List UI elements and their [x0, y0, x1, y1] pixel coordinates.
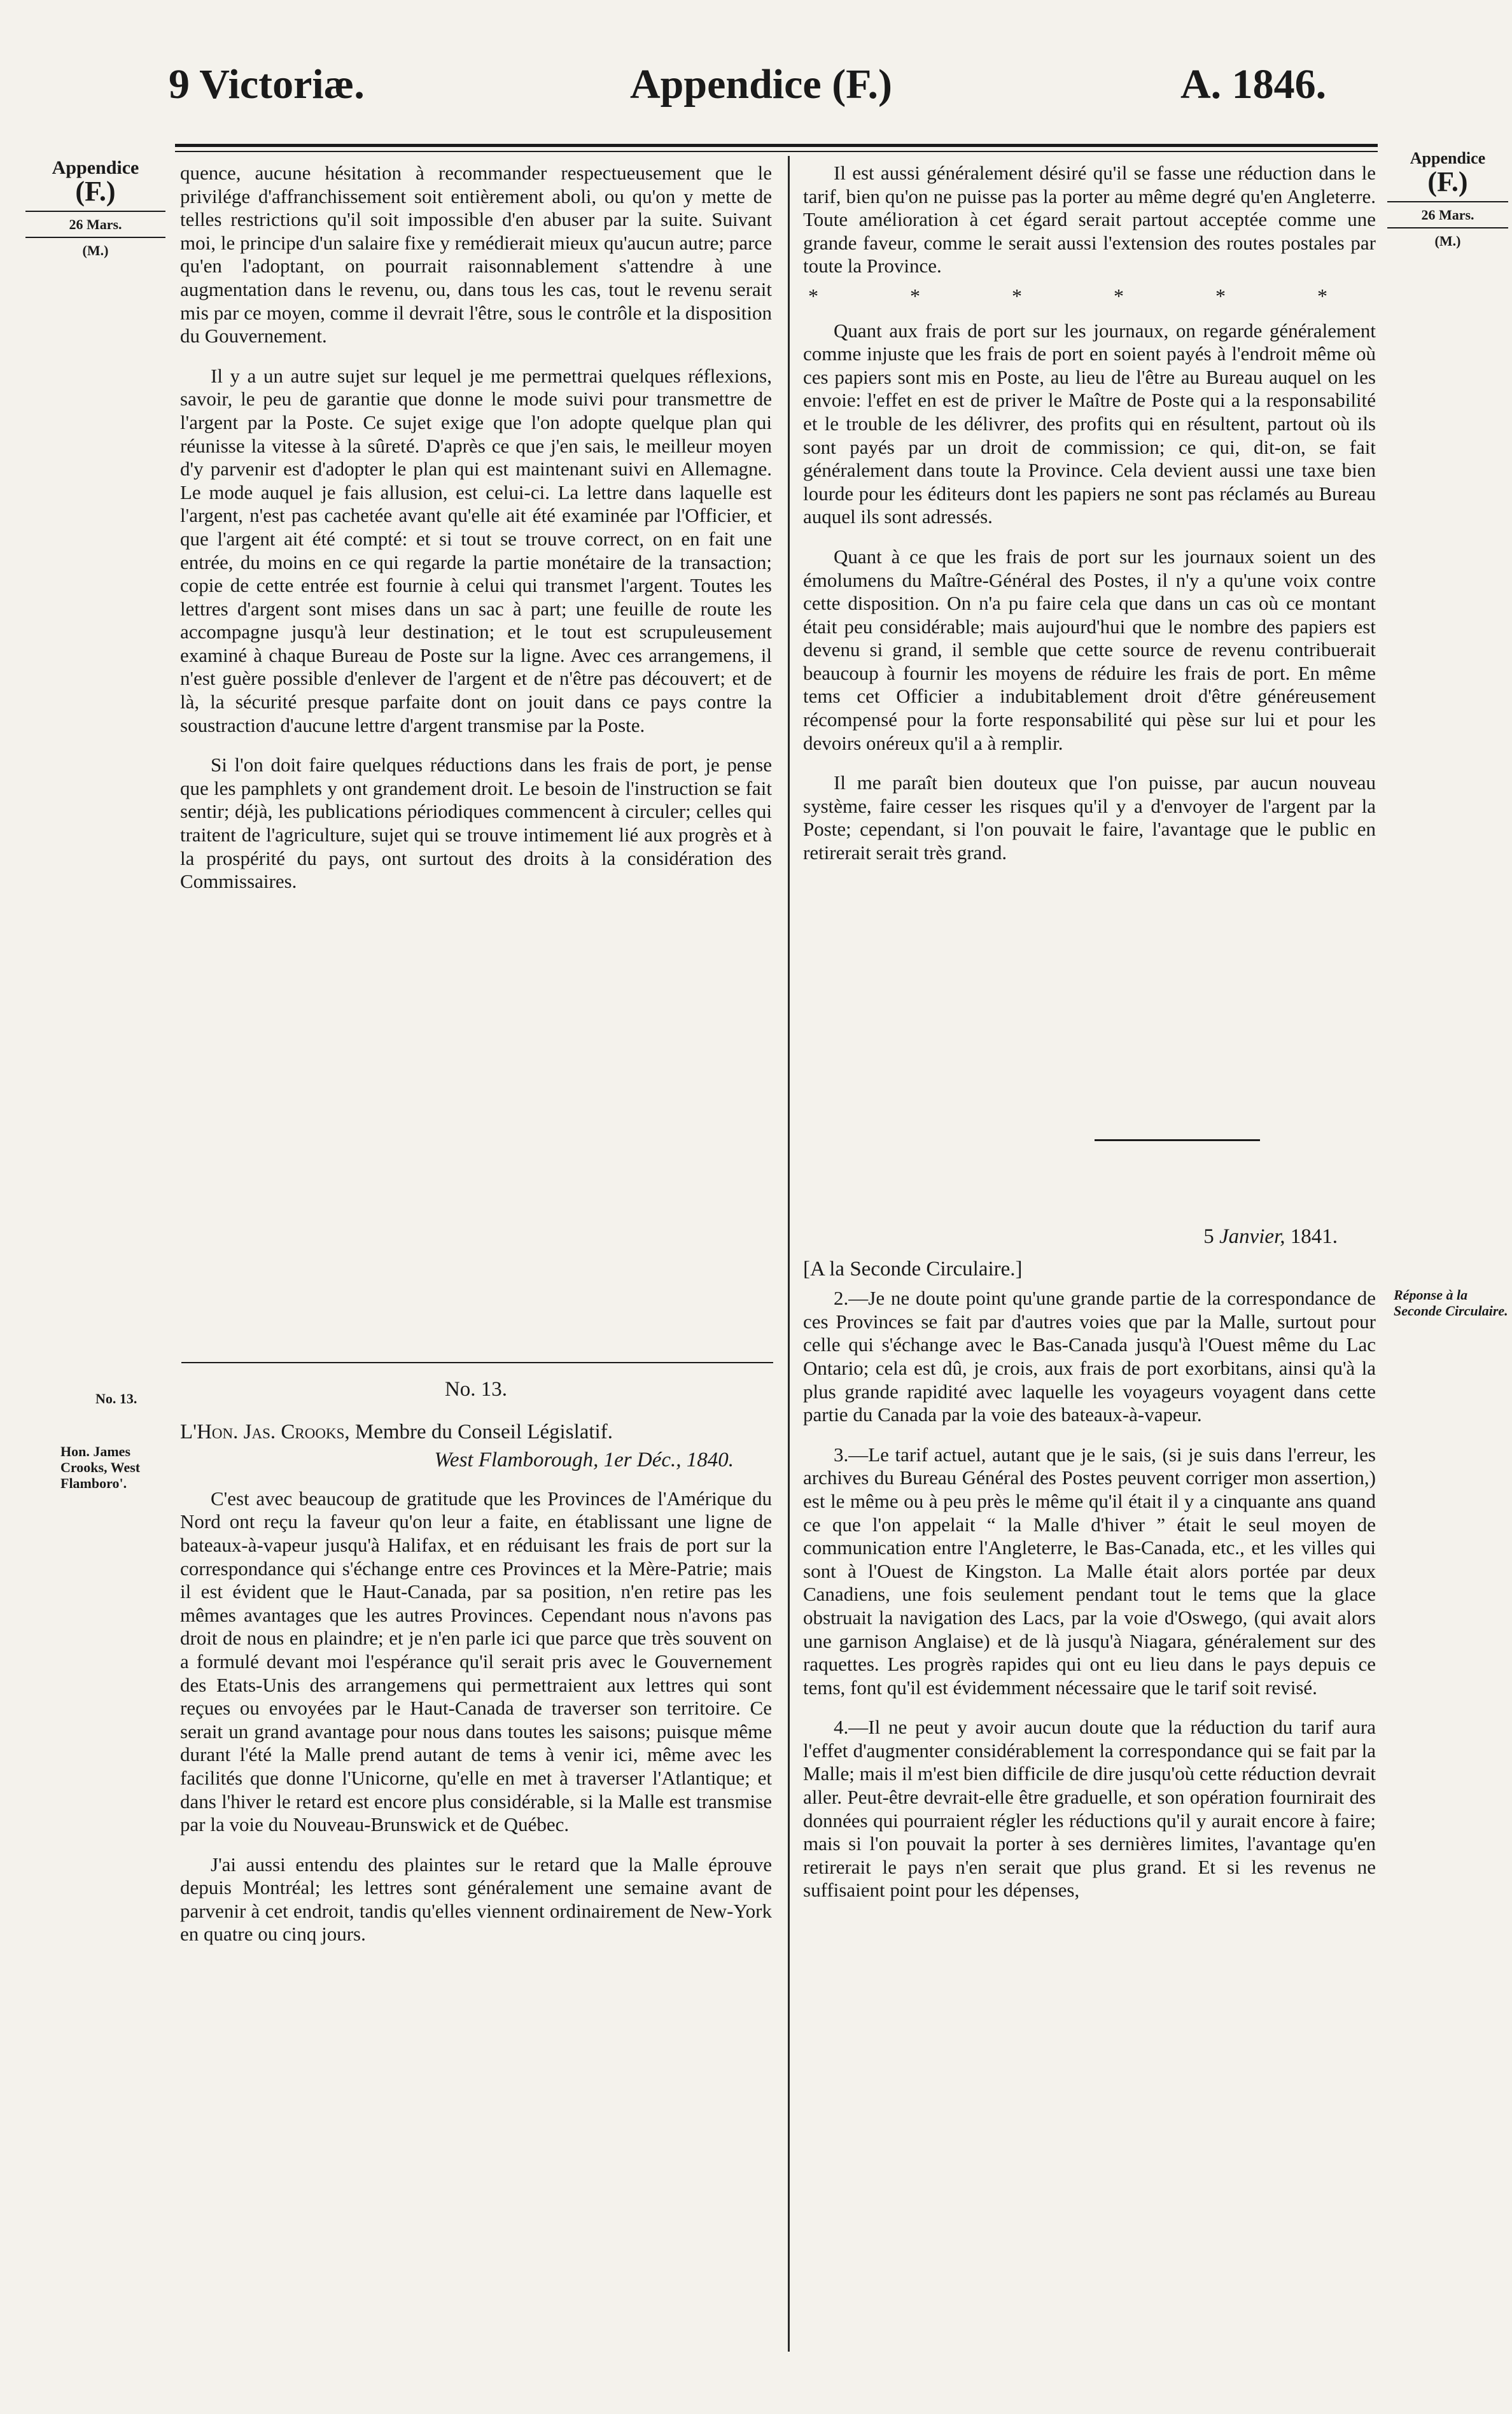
paragraph: quence, aucune hésitation à recommander respectueusement que le privilége d'affranchissement soit entièrement aboli, ou qu'on y mette de telles restrictions qu'il soit impossible d'en abuser par la suite. Suivant moi, le principe d'un salaire fixe y remédierait mieux qu'aucun autre; parce qu'en l'adoptant, on pourrait raisonnablement s'attendre à une augmentation dans le revenu, ou, dans tous les cas, tout le revenu serait mis par ce moyen, comme il devrait l'être, sous le contrôle et la disposition du Gouvernement.: [180, 162, 772, 347]
margin-reply-note: Réponse à la Seconde Circulaire.: [1394, 1287, 1508, 1319]
addressee-title: Membre du Conseil Législatif.: [354, 1420, 613, 1443]
letter-addressee: [180, 1421, 772, 1444]
dateline-place: West Flamborough,: [434, 1449, 599, 1472]
paragraph: Il y a un autre sujet sur lequel je me permettrai quelques réflexions, savoir, le peu de garantie que donne le mode suivi pour transmettre de l'argent par la Poste. Ce sujet exige que l'on adopte quelque plan qui réunisse la vitesse à la sûreté. D'après ce que j'en sais, le meilleur moyen d'y parvenir est d'adopter le plan qui est maintenant suivi en Allemagne. Le mode auquel je fais allusion, est celui-ci. La lettre dans laquelle est l'argent, n'est pas cachetée avant qu'elle ait été examinée par l'Officier, et que l'argent ait été compté: et si tout se trouve correct, on en fait une entrée, du moins en ce qui regarde la partie monétaire de la transaction; copie de cette entrée est fournie à celui qui transmet l'argent. Toutes les lettres d'argent sont mises dans un sac à part; une feuille de route les accompagne jusqu'à leur destination; et le tout est scrupuleusement examiné à chaque Bureau de Poste sur la ligne. Avec ces arrangemens, il n'est guère possible d'enlever de l'argent et de n'être pas découvert; et de là, la sécurité presque parfaite dont on jouit dans ce pays contre la soustraction d'aucune lettre d'argent transmise par la Poste.: [180, 364, 772, 736]
reply-dateline: [803, 1225, 1338, 1249]
date-day: 5: [1203, 1225, 1214, 1248]
margin-letter-number: No. 13.: [95, 1391, 137, 1407]
paragraph: Il me paraît bien douteux que l'on puisse, par aucun nouveau système, faire cesser les risques qu'il y a d'envoyer de l'argent par la Poste; cependant, si l'on pouvait le faire, l'avantage que le public en retirerait serait très grand.: [803, 771, 1376, 864]
margin-rule: [1387, 227, 1508, 228]
section-separator: [1095, 1139, 1260, 1141]
margin-date: 26 Mars.: [69, 216, 122, 232]
paragraph: Il est aussi généralement désiré qu'il se fasse une réduction dans le tarif, bien qu'on ne puisse pas la porter au même degré qu'en Angleterre. Toute amélioration à cet égard serait partout acceptée comme une grande faveur, comme le serait aussi l'extension des routes postales par toute la Province.: [803, 162, 1376, 277]
right-column-top: [803, 162, 1376, 881]
date-month: Janvier,: [1219, 1225, 1285, 1248]
header-rule-thick: [175, 144, 1378, 147]
margin-date: 26 Mars.: [1421, 207, 1474, 223]
circular-reference: [A la Seconde Circulaire.]: [803, 1257, 1023, 1281]
header-rule-thin: [175, 151, 1378, 152]
date-year: 1841.: [1290, 1225, 1338, 1248]
left-margin-note: [25, 159, 165, 259]
header-appendix: Appendice (F.): [630, 61, 892, 108]
paragraph: Quant à ce que les frais de port sur les journaux soient un des émolumens du Maître-Général des Postes, il n'y a qu'une voix contre cette disposition. On n'a pu faire cela que dans un cas où ce montant était peu considérable; mais aujourd'hui que le nombre des papiers est devenu si grand, il semble que cette source de revenu contribuerait beaucoup à fournir les moyens de réduire les frais de port. En même tems cet Officier a indubitablement droit d'être généreusement récompensé pour la forte responsabilité qui pèse sur lui et pour les devoirs onéreux qu'il a à remplir.: [803, 545, 1376, 754]
left-column-letter: [180, 1378, 772, 1963]
margin-appendice-label: Appendice: [1410, 149, 1486, 167]
letter-dateline: [180, 1449, 734, 1472]
header-session: 9 Victoriæ.: [169, 61, 365, 108]
paragraph: 2.—Je ne doute point qu'une grande partie de la correspondance de ces Provinces se fait par d'autres voies que par la Malle, surtout pour celle qui s'échange avec le Bas-Canada jusqu'à l'Ouest même du Lac Ontario; cela est dû, je crois, aux frais de port exorbitans, ainsi qu'à la plus grande rapidité avec laquelle les voyageurs voyagent dans cette partie du Canada par la voie des bateaux-à-vapeur.: [803, 1287, 1376, 1426]
right-column-reply: [803, 1225, 1376, 1919]
section-separator: [181, 1362, 773, 1363]
header-year: A. 1846.: [1180, 61, 1327, 108]
paragraph: J'ai aussi entendu des plaintes sur le retard que la Malle éprouve depuis Montréal; les lettres sont généralement une semaine avant de parvenir à cet endroit, tandis qu'elles viennent ordinairement de New-York en quatre ou cinq jours.: [180, 1853, 772, 1946]
margin-appendix-letter: (F.): [1427, 166, 1468, 197]
right-margin-note: [1387, 150, 1508, 249]
margin-rule: [25, 237, 165, 238]
margin-rule: [1387, 201, 1508, 202]
column-divider: [788, 156, 790, 2352]
margin-rule: [25, 211, 165, 212]
paragraph: Si l'on doit faire quelques réductions dans les frais de port, je pense que les pamphlets y ont grandement droit. Le besoin de l'instruction se fait sentir; déjà, les publications périodiques commencent à circuler; celles qui traitent de l'agriculture, sujet qui se trouve intimement lié aux progrès et à la prospérité du pays, ont surtout des droits à la considération des Commissaires.: [180, 754, 772, 893]
margin-correspondent: Hon. James Crooks, West Flamboro'.: [60, 1443, 141, 1491]
addressee-name: L'Hon. Jas. Crooks,: [180, 1420, 350, 1443]
letter-number-title: No. 13.: [444, 1378, 508, 1401]
page-header: [0, 0, 1512, 146]
paragraph: C'est avec beaucoup de gratitude que les Provinces de l'Amérique du Nord ont reçu la faveur qu'on leur a faite, en établissant une ligne de bateaux-à-vapeur jusqu'à Halifax, et en réduisant les frais de port sur la correspondance qui s'échange entre ces Provinces et la Mère-Patrie; mais il est évident que le Haut-Canada, par sa position, n'en retire pas les mêmes avantages que les autres Provinces. Cependant nous n'avons pas droit de nous en plaindre; et je n'en parle ici que parce que très souvent on a formulé devant moi l'espérance qu'il serait pris avec le Gouvernement des Etats-Unis des arrangemens qui permettraient aux lettres qui sont reçues ou envoyées par le Haut-Canada de traverser son territoire. Ce serait un grand avantage pour nous dans toutes les saisons; puisque même durant l'été la Malle prend autant de tems à venir ici, même avec les facilités que donne l'Unicorne, qu'elle en met à traverser l'Atlantique; et dans l'hiver le retard est encore plus considérable, si la Malle est transmise par la voie du Nouveau-Brunswick et de Québec.: [180, 1487, 772, 1836]
margin-m: (M.): [1434, 233, 1461, 249]
paragraph: Quant aux frais de port sur les journaux, on regarde généralement comme injuste que les frais de port en soient payés à l'endroit même où ces papiers sont mis en Poste, au lieu de l'être au Bureau auquel on les envoie: l'effet en est de priver le Maître de Poste qui a la responsabilité et le trouble de les délivrer, des profits qui en résultent, partout où ils sont payés par un droit de commission; ce qui, dit-on, se fait généralement dans toute la Province. Cela devient aussi une taxe bien lourde pour les éditeurs dont les papiers ne sont pas réclamés au Bureau auquel ils sont adressés.: [803, 319, 1376, 528]
margin-m: (M.): [82, 242, 109, 258]
ellipsis-stars: * * * * * *: [808, 284, 1371, 307]
left-column-top: [180, 162, 772, 910]
margin-appendix-letter: (F.): [75, 176, 116, 207]
margin-appendice-label: Appendice: [52, 157, 139, 178]
paragraph: 3.—Le tarif actuel, autant que je le sais, (si je suis dans l'erreur, les archives du Bureau Général des Postes peuvent corriger mon assertion,) est le même ou à peu près le même qu'il était il y a cinquante ans quand ce que l'on appelait “ la Malle d'hiver ” était le seul moyen de communication entre l'Angleterre, le Bas-Canada, etc., et les villes qui sont à l'Ouest de Kingston. La Malle était alors portée par deux Canadiens, une fois seulement pendant tout le tems que la glace obstruait la navigation des Lacs, par la voie d'Oswego, (qui avait alors une garnison Anglaise) et de là jusqu'à Niagara, généralement sur des raquettes. Les progrès rapides qui ont eu lieu dans le pays depuis ce tems, font qu'il est évidemment nécessaire que le tarif soit revisé.: [803, 1443, 1376, 1699]
dateline-date: 1er Déc., 1840.: [603, 1449, 734, 1472]
paragraph: 4.—Il ne peut y avoir aucun doute que la réduction du tarif aura l'effet d'augmenter considérablement la correspondance qui se fait par la Malle; mais il m'est bien difficile de dire jusqu'où cette réduction devrait aller. Peut-être devrait-elle être graduelle, et son opération fournirait des données qui pourraient régler les réductions qu'il y aurait encore à faire; mais si l'on pouvait la porter à ses dernières limites, l'avantage qu'en retirerait le pays n'en serait que plus grand. Et si les revenus ne suffisaient point pour les dépenses,: [803, 1716, 1376, 1902]
